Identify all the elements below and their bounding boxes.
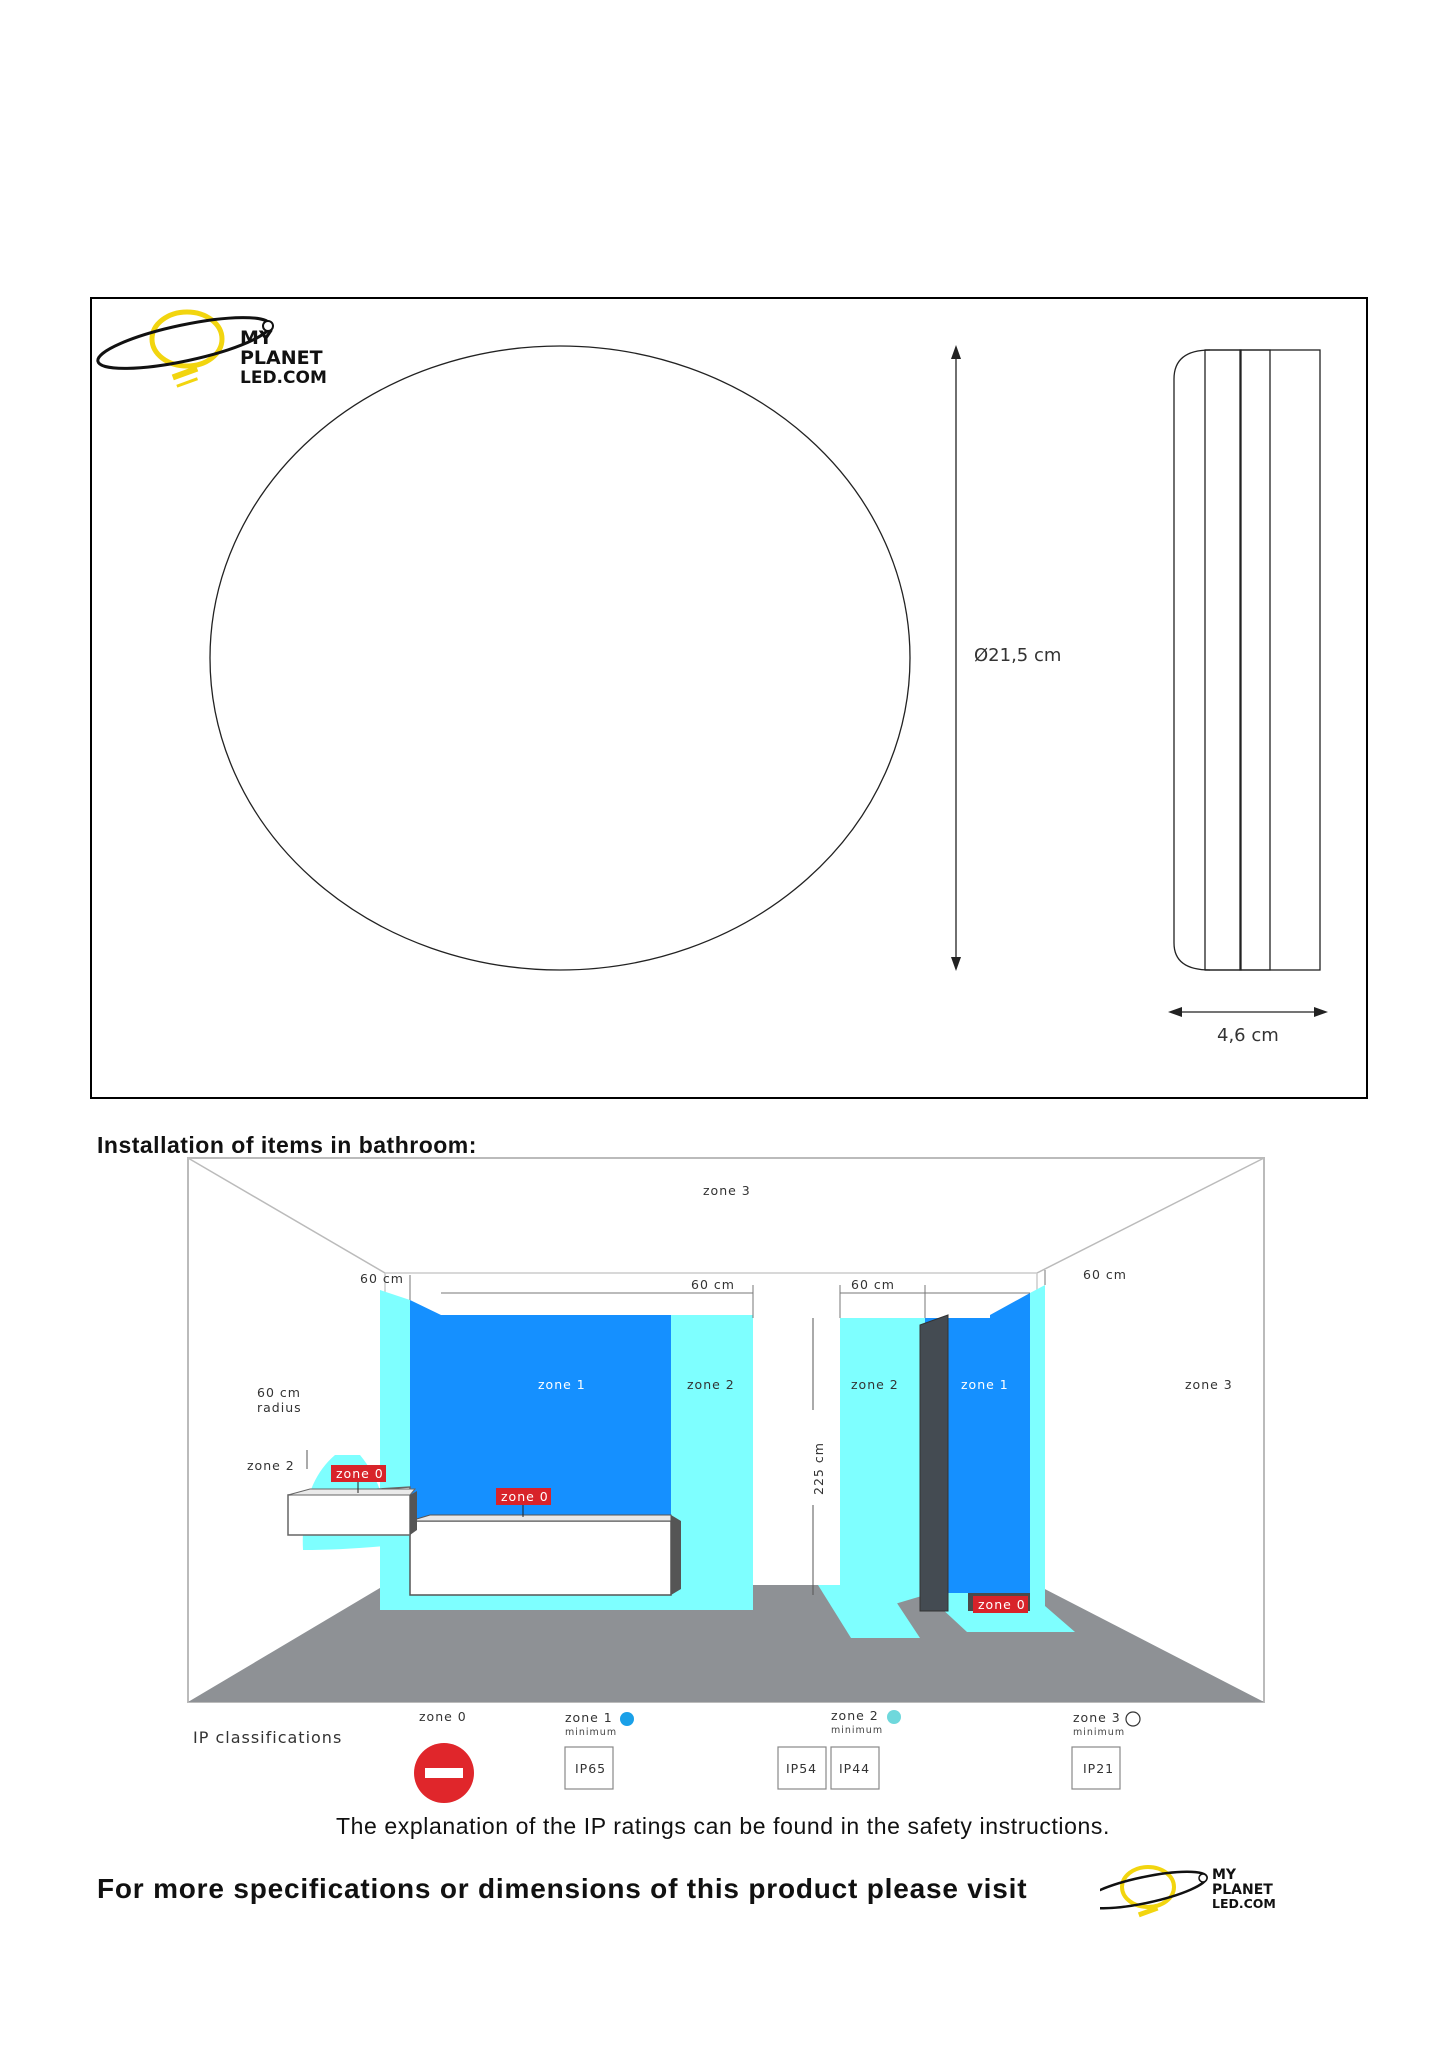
arrow-right-icon: [1314, 1007, 1328, 1017]
ip-zone3-minimum: minimum: [1073, 1727, 1126, 1738]
installation-heading: Installation of items in bathroom:: [97, 1132, 477, 1158]
arrow-left-icon: [1168, 1007, 1182, 1017]
zone1-dot-icon: [620, 1712, 634, 1726]
bathroom-zones-diagram: [185, 1155, 1270, 1805]
zone1-bath-wall: [441, 1315, 671, 1525]
svg-text:IP54: IP54: [786, 1761, 818, 1776]
zone2-bath-label: zone 2: [687, 1377, 735, 1392]
svg-text:MY: MY: [1212, 1867, 1237, 1883]
measure-60-mid-right: 60 cm: [851, 1277, 895, 1292]
logo-text-my: MY: [240, 327, 273, 349]
radius-line1: 60 cm: [257, 1385, 301, 1400]
shower-screen: [920, 1315, 948, 1611]
lamp-side-view: [1205, 350, 1241, 970]
svg-text:IP21: IP21: [1083, 1761, 1115, 1776]
ip-zone2-label: zone 2: [831, 1708, 879, 1723]
svg-text:LED.COM: LED.COM: [1212, 1896, 1276, 1911]
ip-zone2-minimum: minimum: [831, 1725, 884, 1736]
svg-text:zone 0: zone 0: [336, 1466, 384, 1481]
svg-text:IP65: IP65: [575, 1761, 607, 1776]
zone2-left-strip: [380, 1290, 410, 1610]
ip-zone3-label: zone 3: [1073, 1710, 1121, 1725]
zone2-shower-wall: [840, 1318, 925, 1610]
svg-text:IP44: IP44: [839, 1761, 871, 1776]
diameter-label: Ø21,5 cm: [974, 645, 1062, 666]
ip-ratings-note: The explanation of the IP ratings can be found in the safety instructions.: [335, 1813, 1111, 1839]
ip-zone1-label: zone 1: [565, 1710, 613, 1725]
radius-line2: radius: [257, 1400, 302, 1415]
zone1-shower-label: zone 1: [961, 1377, 1009, 1392]
logo-text-planet: PLANET: [240, 347, 323, 369]
zone2-sink-label: zone 2: [247, 1458, 295, 1473]
footer-brand-logo[interactable]: [1100, 1857, 1300, 1927]
arrow-up-icon: [951, 345, 961, 359]
measure-60-right: 60 cm: [1083, 1267, 1127, 1282]
logo-text-led: LED.COM: [240, 368, 327, 388]
ip-zone0-label: zone 0: [419, 1709, 467, 1724]
svg-text:zone 0: zone 0: [501, 1489, 549, 1504]
zone1-bath-label: zone 1: [538, 1377, 586, 1392]
dimensions-drawing: [92, 299, 1366, 1097]
arrow-down-icon: [951, 957, 961, 971]
zone2-bath-wall: [671, 1315, 753, 1585]
dimensions-drawing-frame: [90, 297, 1368, 1099]
ip-classifications-title: IP classifications: [193, 1728, 343, 1747]
height-label: 225 cm: [811, 1442, 826, 1495]
brand-logo: [94, 307, 327, 388]
svg-text:zone 0: zone 0: [978, 1597, 1026, 1612]
zone2-shower-label: zone 2: [851, 1377, 899, 1392]
bathtub: [410, 1521, 671, 1595]
svg-text:PLANET: PLANET: [1212, 1882, 1273, 1898]
measure-60-mid-left: 60 cm: [691, 1277, 735, 1292]
lamp-front-view: [210, 346, 910, 970]
zone2-dot-icon: [887, 1710, 901, 1724]
measure-60-left: 60 cm: [360, 1271, 404, 1286]
zone3-right-label: zone 3: [1185, 1377, 1233, 1392]
depth-label: 4,6 cm: [1217, 1025, 1279, 1046]
zone3-dot-icon: [1126, 1712, 1140, 1726]
footer-text: For more specifications or dimensions of this product please visit: [97, 1873, 1028, 1904]
ip-zone1-minimum: minimum: [565, 1727, 618, 1738]
zone3-top-label: zone 3: [703, 1183, 751, 1198]
